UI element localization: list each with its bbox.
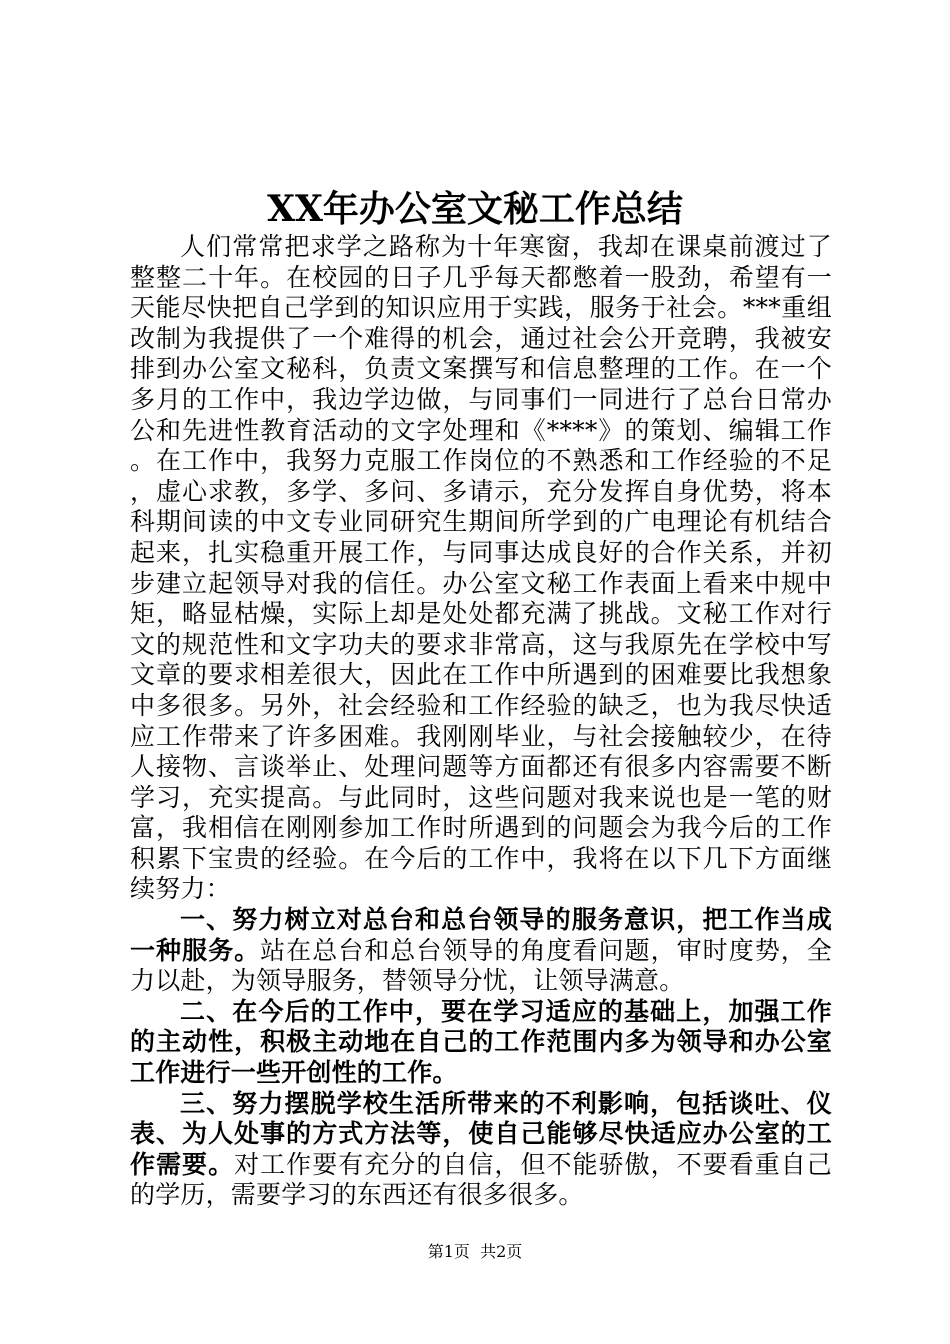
paragraph-point-3 (130, 1089, 832, 1211)
paragraph-point-1 (130, 905, 832, 997)
paragraph-text: 对工作要有充分的自信，但不能骄傲，不要看重自己的学历，需要学习的东西还有很多很多。 (130, 1149, 832, 1210)
page-total: 共2页 (480, 1242, 523, 1261)
paragraph-lead: 二、在今后的工作中，要在学习适应的基础上，加强工作的主动性，积极主动地在自己的工作范围内多为领导和办公室工作进行一些开创性的工作。 (130, 996, 832, 1088)
paragraph-lead: 三、努力摆脱学校生活所带来的不利影响，包括谈吐、仪表、为人处事的方式方法等，使自己能够尽快适应办公室的工作需要。 (130, 1088, 832, 1179)
page-footer (0, 1242, 950, 1262)
page-number: 第1页 (427, 1242, 470, 1261)
paragraph-text: 人们常常把求学之路称为十年寒窗，我却在课桌前渡过了整整二十年。在校园的日子几乎每天都憋着一股劲，希望有一天能尽快把自己学到的知识应用于实践，服务于社会。***重组改制为我提供了一个难得的机会，通过社会公开竞聘，我被安排到办公室文秘科，负责文案撰写和信息整理的工作。在一个多月的工作中，我边学边做，与同事们一同进行了总台日常办公和先进性教育活动的文字处理和《****》的策划、编辑工作。在工作中，我努力克服工作岗位的不熟悉和工作经验的不足，虚心求教，多学、多问、多请示，充分发挥自身优势，将本科期间读的中文专业同研究生期间所学到的广电理论有机结合起来，扎实稳重开展工作，与同事达成良好的合作关系，并初步建立起领导对我的信任。办公室文秘工作表面上看来中规中矩，略显枯燥，实际上却是处处都充满了挑战。文秘工作对行文的规范性和文字功夫的要求非常高，这与我原先在学校中写文章的要求相差很大，因此在工作中所遇到的困难要比我想象中多很多。另外，社会经验和工作经验的缺乏，也为我尽快适应工作带来了许多困难。我刚刚毕业，与社会接触较少，在待人接物、言谈举止、处理问题等方面都还有很多内容需要不断学习，充实提高。与此同时，这些问题对我来说也是一笔的财富，我相信在刚刚参加工作时所遇到的问题会为我今后的工作积累下宝贵的经验。在今后的工作中，我将在以下几下方面继续努力： (130, 232, 832, 904)
paragraph-point-2 (130, 997, 832, 1089)
paragraph-lead: 一、努力树立对总台和总台领导的服务意识，把工作当成一种服务。 (130, 905, 832, 965)
paragraph-intro (130, 232, 832, 905)
document-title: XX年办公室文秘工作总结 (267, 188, 683, 230)
document-body (130, 232, 832, 1211)
paragraph-text: 站在总台和总台领导的角度看问题，审时度势，全力以赴，为领导服务，替领导分忧，让领导满意。 (130, 935, 832, 996)
